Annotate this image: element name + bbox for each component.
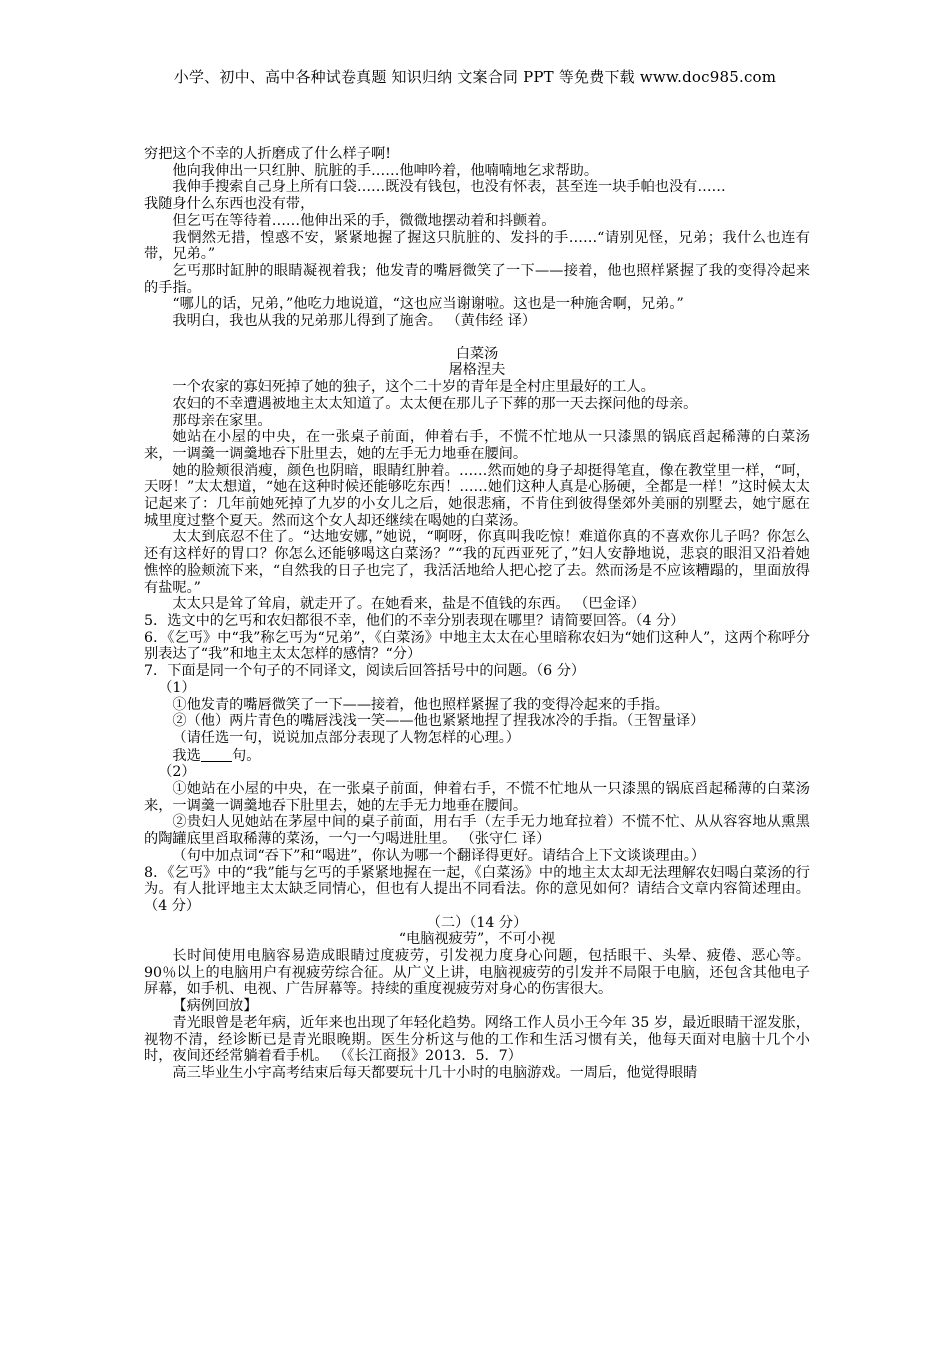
answer-prefix: 我选	[172, 747, 201, 764]
paragraph: 青光眼曾是老年病，近年来也出现了年轻化趋势。网络工作人员小王今年 35 岁，最近眼睛干涩发胀，视物不清，经诊断已是青光眼晚期。医生分析这与他的工作和生活习惯有关，他每天面对电脑十几个小时，夜间还经常躺着看手机。 （《长江商报》2013．5．7）	[144, 1014, 810, 1065]
question-7-part-2-label: （2）	[158, 764, 196, 781]
paragraph: 一个农家的寡妇死掉了她的独子，这个二十岁的青年是全村庄里最好的工人。	[172, 379, 655, 396]
paragraph: 我惘然无措，惶惑不安，紧紧地握了握这只肮脏的、发抖的手……“请别见怪，兄弟；我什么也连有带，兄弟。”	[144, 229, 810, 263]
answer-suffix: 句。	[232, 747, 261, 764]
paragraph: 她的脸颊很消瘦，颜色也阴暗，眼睛红肿着。……然而她的身子却挺得笔直，像在教堂里一样，“呵，天呀！”太太想道，“她在这种时候还能够吃东西！……她们这种人真是心肠硬，全都是一样！”这时候太太记起来了：几年前她死掉了九岁的小女儿之后，她很悲痛，不肯住到彼得堡郊外美丽的别墅去，她宁愿在城里度过整个夏天。然而这个女人却还继续在喝她的白菜汤。	[144, 462, 810, 529]
paragraph: 她站在小屋的中央，在一张桌子前面，伸着右手，不慌不忙地从一只漆黑的锅底舀起稀薄的白菜汤来，一调羹一调羹地吞下肚里去，她的左手无力地垂在腰间。	[144, 429, 810, 462]
question-prompt: （请任选一句，说说加点部分表现了人物怎样的心理。）	[172, 729, 520, 746]
paragraph: 长时间使用电脑容易造成眼睛过度疲劳，引发视力度身心问题，包括眼干、头晕、疲倦、恶心等。90％以上的电脑用户有视疲劳综合征。从广义上讲，电脑视疲劳的引发并不局限于电脑，还包含其他电子屏幕，如手机、电视、广告屏幕等。持续的重度视疲劳对身心的伤害很大。	[144, 948, 810, 998]
page-header: 小学、初中、高中各种试卷真题 知识归纳 文案合同 PPT 等免费下载 www.doc985.com	[173, 68, 777, 86]
paragraph: “哪儿的话，兄弟，”他吃力地说道，“这也应当谢谢啦。这也是一种施舍啊，兄弟。”	[172, 296, 684, 313]
section-heading: 【病例回放】	[172, 998, 258, 1015]
question-6: 6．《乞丐》中“我”称乞丐为“兄弟”，《白菜汤》中地主太太在心里暗称农妇为“她们这种人”，这两个称呼分别表达了“我”和地主太太怎样的感情？“分）	[144, 629, 810, 663]
section-label: （二）（14 分）	[426, 914, 528, 931]
paragraph: 穷把这个不幸的人折磨成了什么样子啊!	[144, 146, 391, 162]
document-body	[144, 146, 810, 1082]
paragraph: 农妇的不幸遭遇被地主太太知道了。太太便在那儿子下葬的那一天去探问他的母亲。	[172, 395, 698, 412]
paragraph: 他向我伸出一只红肿、肮脏的手……他呻吟着，他喃喃地乞求帮助。	[172, 162, 599, 179]
question-prompt: （句中加点词“吞下”和“喝进”，你认为哪一个翻译得更好。请结合上下文谈谈理由。）	[172, 847, 706, 864]
translation-option: ②（他）两片青色的嘴唇浅浅一笑——他也紧紧地捏了捏我冰冷的手指。（王智量译）	[172, 713, 705, 730]
question-7-part-1-label: （1）	[158, 679, 196, 696]
article-title: 白菜汤	[455, 345, 499, 362]
article-title: “电脑视疲劳”，不可小视	[398, 931, 556, 948]
translation-option: ①她站在小屋的中央，在一张桌子前面，伸着右手，不慌不忙地从一只漆黑的锅底舀起稀薄的白菜汤来，一调羹一调羹地吞下肚里去，她的左手无力地垂在腰间。	[144, 781, 810, 814]
translation-option: ②贵妇人见她站在茅屋中间的桌子前面，用右手（左手无力地耷拉着）不慌不忙、从从容容地从熏黑的陶罐底里舀取稀薄的菜汤，一勺一勺喝进肚里。 （张守仁 译）	[144, 814, 810, 848]
article-author: 屠格涅夫	[448, 362, 506, 379]
paragraph: 那母亲在家里。	[172, 412, 272, 429]
answer-blank[interactable]	[201, 747, 232, 762]
question-5: 5．选文中的乞丐和农妇都很不幸，他们的不幸分别表现在哪里？请简要回答。（4 分）	[144, 612, 685, 629]
paragraph: 我明白，我也从我的兄弟那儿得到了施舍。 （黄伟经 译）	[172, 313, 537, 330]
paragraph: 太太只是耸了耸肩，就走开了。在她看来，盐是不值钱的东西。 （巴金译）	[172, 596, 646, 613]
paragraph: 高三毕业生小宇高考结束后每天都要玩十几十小时的电脑游戏。一周后，他觉得眼睛	[172, 1064, 698, 1081]
paragraph: 但乞丐在等待着……他伸出采的手，微微地摆动着和抖颤着。	[172, 212, 556, 229]
answer-line	[144, 747, 810, 765]
paragraph: 太太到底忍不住了。“达地安娜，”她说，“啊呀，你真叫我吃惊！难道你真的不喜欢你儿子吗？你怎么还有这样好的胃口？你怎么还能够喝这白菜汤？”“我的瓦西亚死了，”妇人安静地说，悲哀的眼泪又沿着她憔悴的脸颊流下来，“自然我的日子也完了，我活活地给人把心挖了去。然而汤是不应该糟蹋的，里面放得有盐呢。”	[144, 529, 810, 596]
question-7: 7．下面是同一个句子的不同译文，阅读后回答括号中的问题。（6 分）	[144, 663, 586, 680]
question-8: 8．《乞丐》中的“我”能与乞丐的手紧紧地握在一起，《白菜汤》中的地主太太却无法理解农妇喝白菜汤的行为。有人批评地主太太缺乏同情心，但也有人提出不同看法。你的意见如何？请结合文章内容简述理由。（4 分）	[144, 864, 810, 914]
translation-option: ①他发青的嘴唇微笑了一下——接着，他也照样紧握了我的变得冷起来的手指。	[172, 696, 669, 713]
paragraph: 我伸手搜索自己身上所有口袋……既没有钱包，也没有怀表，甚至连一块手帕也没有……	[172, 179, 726, 196]
paragraph: 我随身什么东西也没有带，	[144, 196, 315, 213]
paragraph: 乞丐那时缸肿的眼睛凝视着我；他发青的嘴唇微笑了一下——接着，他也照样紧握了我的变得冷起来的手指。	[144, 262, 810, 296]
